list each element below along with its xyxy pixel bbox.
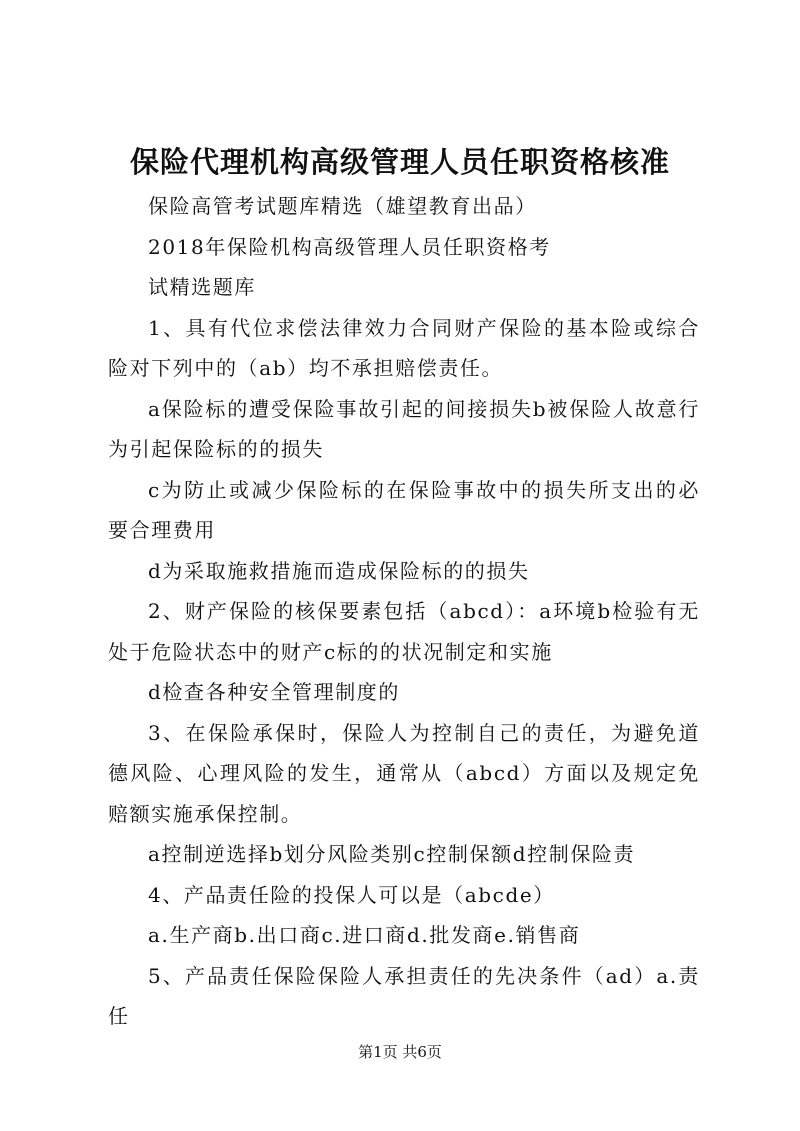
page-footer: 第1页 共6页 — [358, 1043, 442, 1061]
paragraph: a.生产商b.出口商c.进口商d.批发商e.销售商 — [148, 923, 581, 947]
document-body — [108, 186, 700, 1037]
paragraph: d为采取施救措施而造成保险标的的损失 — [148, 558, 530, 583]
paragraph: 3、在保险承保时，保险人为控制自己的责任，为避免道德风险、心理风险的发生，通常从（abcd）方面以及规定免赔额实施承保控制。 — [108, 720, 700, 826]
paragraph: 保险高管考试题库精选（雄望教育出品） — [148, 194, 537, 218]
paragraph: 5、产品责任保险保险人承担责任的先决条件（ad）a.责任 — [108, 963, 700, 1028]
paragraph: 试精选题库 — [148, 275, 256, 299]
document-title: 保险代理机构高级管理人员任职资格核准 — [129, 145, 670, 179]
paragraph: 1、具有代位求偿法律效力合同财产保险的基本险或综合险对下列中的（ab）均不承担赔偿责任。 — [108, 315, 700, 380]
paragraph: 2、财产保险的核保要素包括（abcd）：a环境b检验有无处于危险状态中的财产c标的的状况制定和实施 — [108, 599, 700, 664]
paragraph: d检查各种安全管理制度的 — [148, 680, 401, 704]
paragraph: a保险标的遭受保险事故引起的间接损失b被保险人故意行为引起保险标的的损失 — [108, 396, 700, 461]
paragraph: 2018年保险机构高级管理人员任职资格考 — [148, 234, 551, 259]
paragraph: a控制逆选择b划分风险类别c控制保额d控制保险责 — [148, 842, 636, 866]
paragraph: 4、产品责任险的投保人可以是（abcde） — [148, 882, 555, 907]
paragraph: c为防止或减少保险标的在保险事故中的损失所支出的必要合理费用 — [108, 477, 700, 542]
